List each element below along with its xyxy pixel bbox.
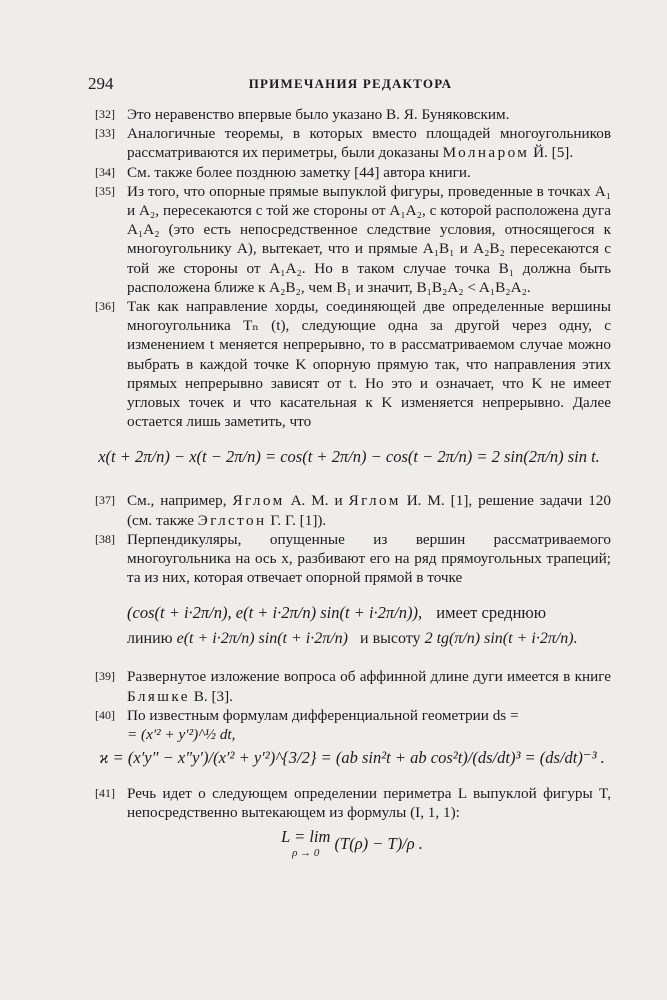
note-33 (93, 124, 611, 162)
note-text: Развернутое изложение вопроса об аффинной длине дуги имеется в книге (127, 668, 611, 686)
formula-point: (cos(t + i·2π/n), e(t + i·2π/n) sin(t + i·2π/n)), (127, 603, 423, 623)
note-text: Г. Г. [1]). (266, 511, 327, 529)
note-text: И. М. [1], решение задачи 120 (см. также (127, 492, 611, 529)
note-32 (93, 105, 611, 124)
note-number: [40] (95, 707, 115, 722)
formula-text: и высоту (360, 630, 421, 648)
note-number: [41] (95, 786, 115, 801)
note-text: В. [3]. (189, 687, 233, 705)
note-40 (93, 706, 611, 725)
author-name: Бляшке (127, 687, 190, 705)
formula-text: линию (127, 630, 173, 648)
formula-note-40-ds (93, 725, 611, 744)
page-number: 294 (88, 74, 114, 93)
note-number: [39] (95, 669, 115, 684)
formula-ds: = (x′² + y′²)^½ dt, (127, 726, 236, 744)
formula-note-40-curvature: ϰ = (x′y″ − x″y′)/(x′² + y′²)^{3/2} = (ab sin²t + ab cos²t)/(ds/dt)³ = (ds/dt)⁻³ . (99, 748, 605, 768)
formula-midline: e(t + i·2π/n) sin(t + i·2π/n) (176, 630, 349, 648)
author-name: Молнаром (442, 144, 530, 162)
formula-height: 2 tg(π/n) sin(t + i·2π/n). (424, 630, 578, 648)
notes-body (93, 105, 611, 861)
note-34 (93, 163, 611, 182)
note-number: [32] (95, 107, 115, 121)
note-number: [33] (95, 126, 115, 141)
note-41 (93, 784, 611, 822)
formula-note-38-midline (93, 629, 611, 649)
note-number: [38] (95, 531, 115, 546)
note-36 (93, 297, 611, 431)
formula-note-38-point (93, 603, 611, 623)
note-text: Перпендикуляры, опущенные из вершин рассматриваемого многоугольника на ось x, разбивают его на ряд прямоугольных трапеций; та из них, которая отвечает опорной прямой в точке (127, 530, 611, 587)
formula-note-41 (93, 826, 611, 861)
note-text: Из того, что опорные прямые выпуклой фигуры, проведенные в точках A₁ и A₂, пересекаются с той же стороны от A₁A₂, с которой расположена дуга A₁A₂ (это есть непосредственное следствие условия, относящегося к многоугольнику A), вытекает, что и прямые A₁B₁ и A₂B₂ пересекаются с той же стороны от A₁A₂. Но в таком случае точка B₁ должна быть расположена ближе к A₂B₂, чем B₁ и значит, B₁B₂A₂ < A₁B₂A₂. (127, 182, 611, 296)
limit-rhs: (T(ρ) − T)/ρ . (334, 833, 423, 853)
note-text: Так как направление хорды, соединяющей две определенные вершины многоугольника Tₙ (t), следующие одна за другой через одну, с изменением t меняется непрерывно, то в рассматриваемом случае можно выбрать в каждой точке K опорную прямую так, что направления этих прямых непрерывно зависят от t. Но это и означает, что K не имеет угловых точек и что касательная к K изменяется непрерывно. Далее остается лишь заметить, что (127, 298, 611, 431)
formula-text: имеет среднюю (436, 603, 547, 623)
note-text: Й. [5]. (529, 144, 574, 162)
note-37 (93, 491, 611, 529)
note-text: Речь идет о следующем определении периметра L выпуклой фигуры T, непосредственно вытекающем из формулы (I, 1, 1): (127, 785, 611, 822)
note-number: [34] (95, 164, 115, 179)
note-38 (93, 530, 611, 588)
note-text: См., например, (127, 492, 233, 510)
note-text: Это неравенство впервые было указано В. Я. Буняковским. (127, 106, 510, 123)
note-35 (93, 182, 611, 297)
note-number: [35] (95, 183, 115, 198)
note-number: [37] (95, 493, 115, 508)
note-text: А. М. и (284, 492, 349, 510)
author-name: Яглом (232, 492, 285, 510)
note-text: См. также более позднюю заметку [44] автора книги. (127, 163, 471, 181)
limit-expression (281, 826, 331, 861)
author-name: Эглстон (197, 511, 267, 529)
note-number: [36] (95, 299, 115, 314)
note-39 (93, 667, 611, 705)
note-text: По известным формулам дифференциальной геометрии ds = (127, 706, 519, 724)
author-name: Яглом (348, 492, 401, 510)
limit-subscript: ρ → 0 (292, 846, 320, 859)
limit-lhs: L = lim (281, 826, 331, 846)
note-text: Аналогичные теоремы, в которых вместо площадей многоугольников рассматриваются их периметры, были доказаны (127, 125, 611, 162)
running-title: ПРИМЕЧАНИЯ РЕДАКТОРА (248, 76, 453, 91)
formula-note-36: x(t + 2π/n) − x(t − 2π/n) = cos(t + 2π/n) − cos(t − 2π/n) = 2 sin(2π/n) sin t. (98, 447, 600, 467)
page-header (88, 74, 613, 96)
